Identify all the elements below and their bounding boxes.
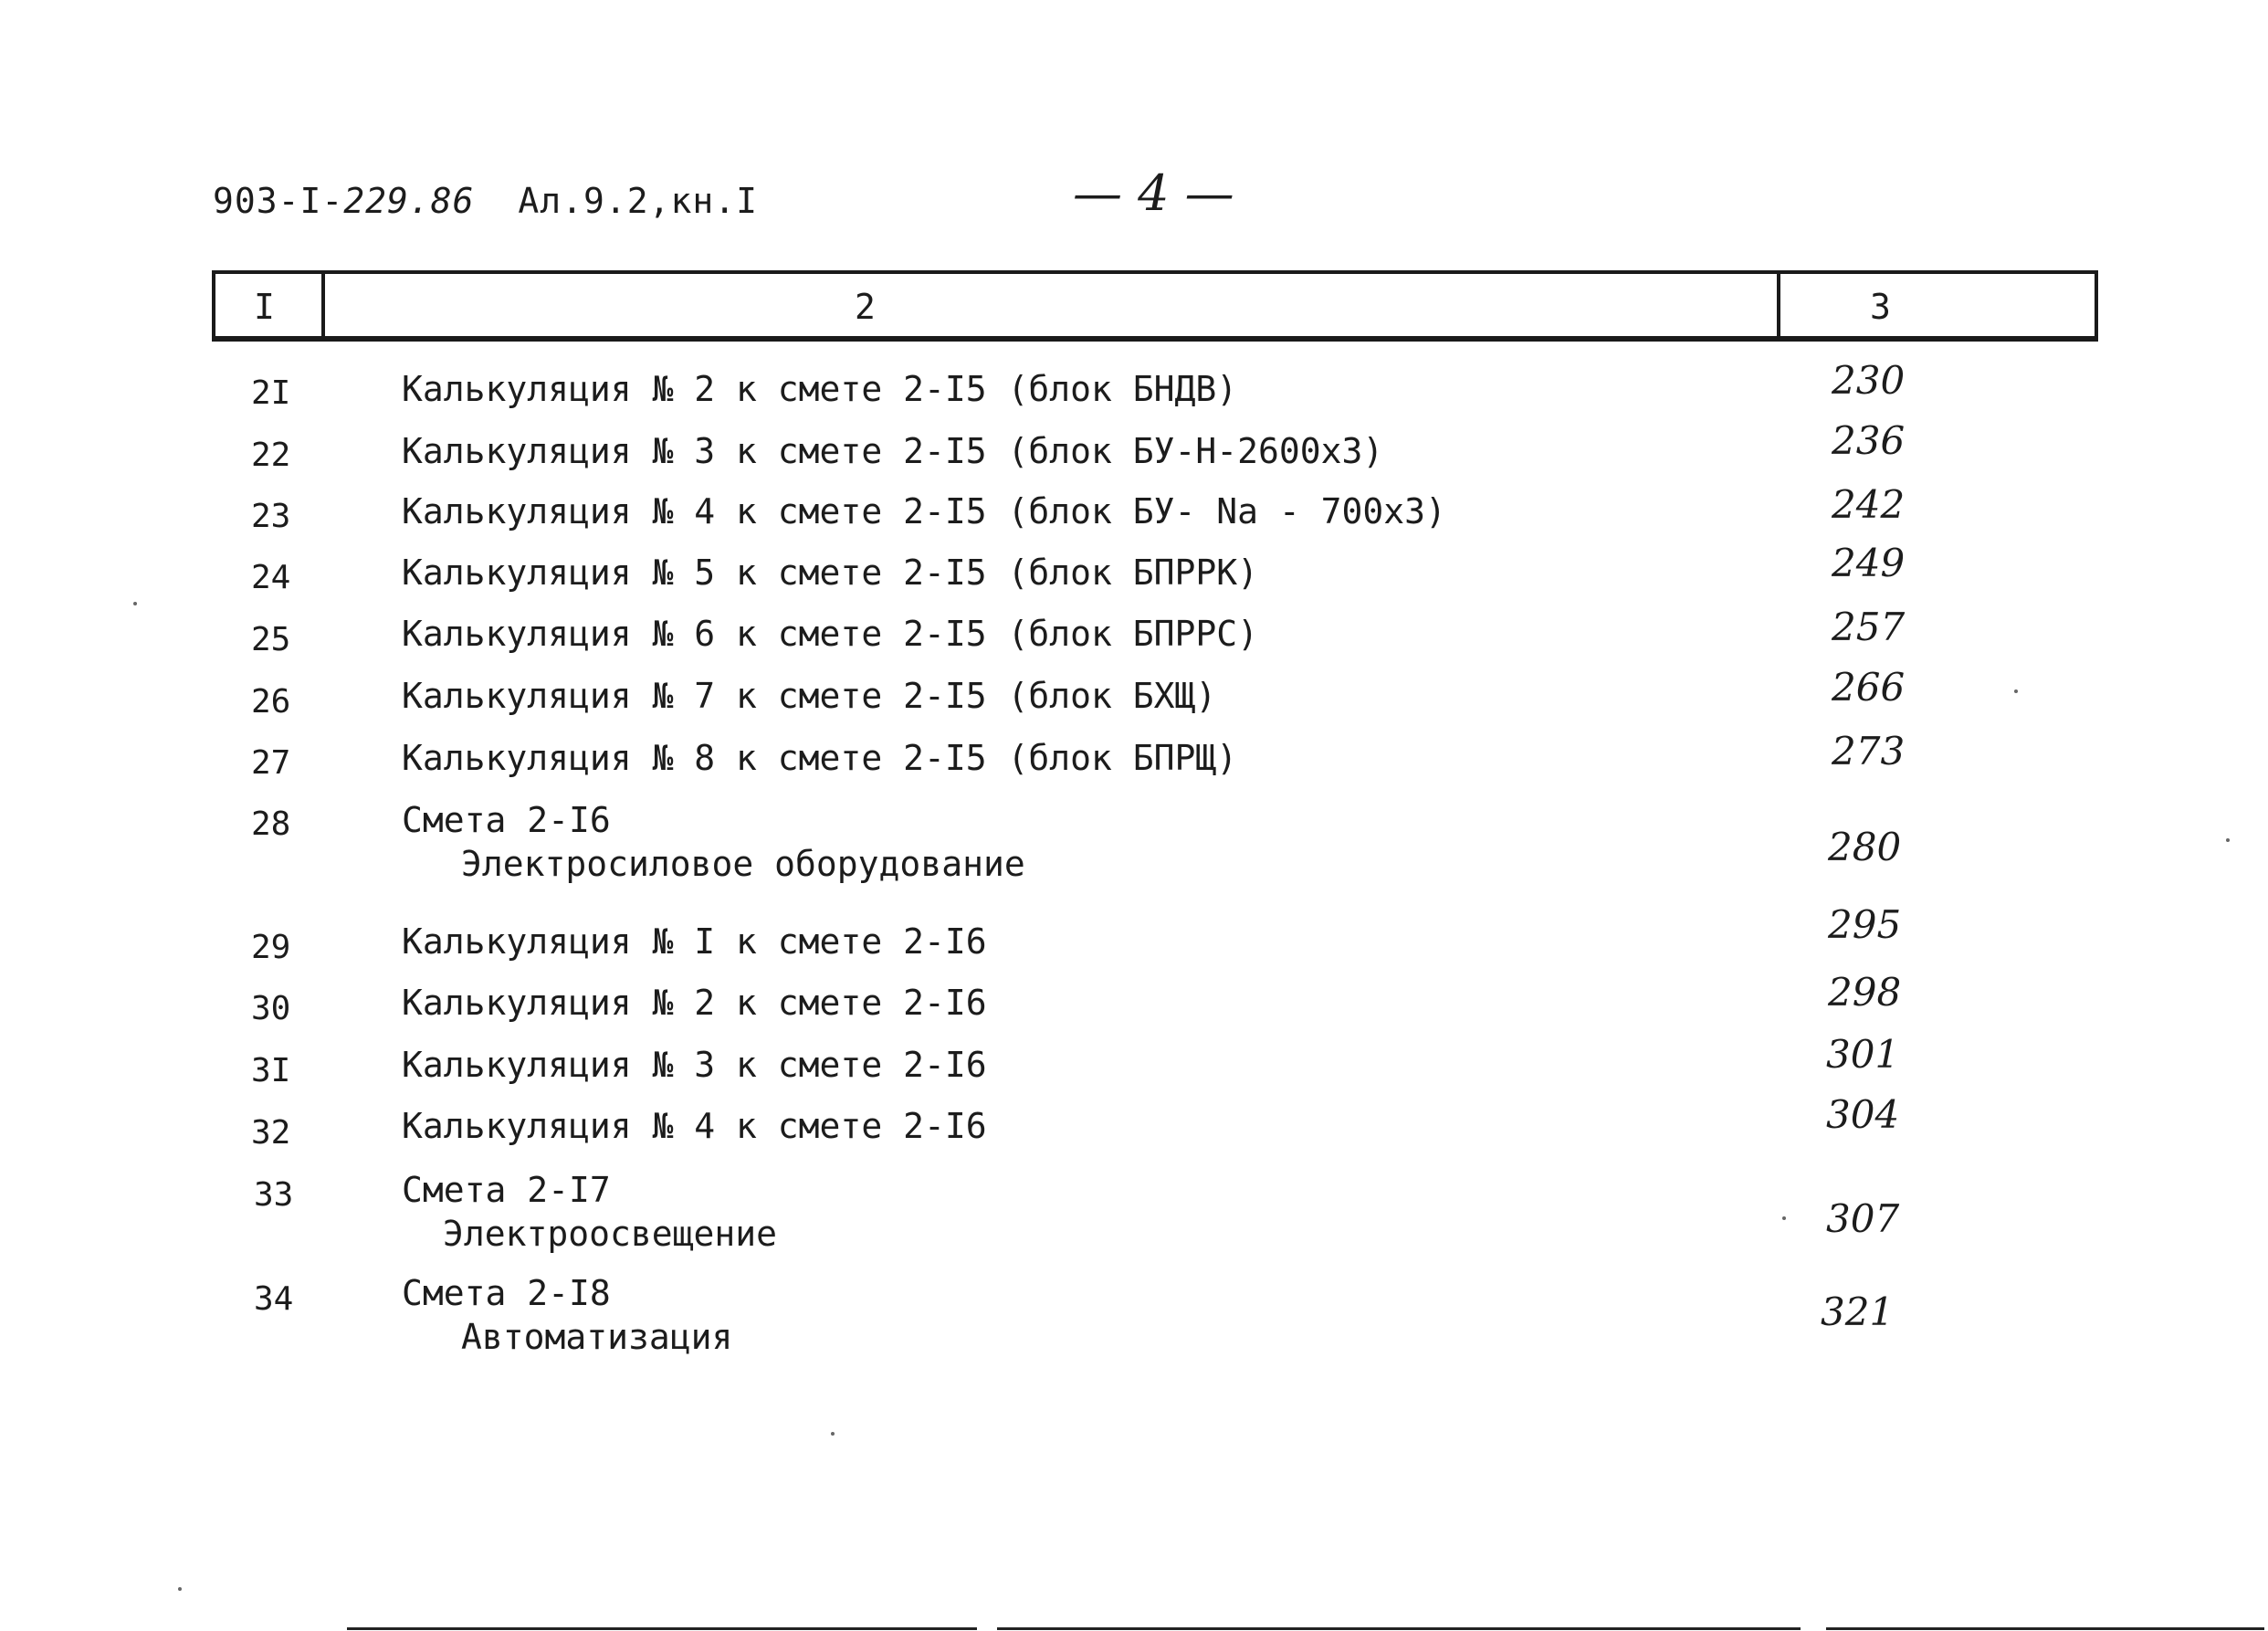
row-title: Калькуляция № 2 к смете 2-I6 [402, 983, 987, 1023]
row-page: 280 [1828, 825, 1902, 869]
table-header [212, 270, 2098, 342]
column-divider [1777, 274, 1780, 336]
row-title: Смета 2-I8 [402, 1273, 611, 1313]
scan-edge-line [997, 1627, 1801, 1630]
row-title: Калькуляция № 3 к смете 2-I5 (блок БУ-Н-2600х3) [402, 431, 1384, 471]
scan-speck [1782, 1216, 1786, 1220]
row-number: 33 [254, 1176, 294, 1214]
row-title: Смета 2-I7 [402, 1170, 611, 1210]
row-page: 301 [1826, 1032, 1900, 1077]
scan-speck [2014, 689, 2018, 693]
row-number: 27 [251, 744, 291, 782]
album-reference: Ал.9.2,кн.I [518, 181, 758, 221]
row-page: 257 [1832, 605, 1906, 649]
row-title: Калькуляция № 7 к смете 2-I5 (блок БХЩ) [402, 676, 1217, 716]
row-title: Калькуляция № 6 к смете 2-I5 (блок БПРРС) [402, 614, 1258, 654]
row-subtitle: Электросиловое оборудование [461, 844, 1025, 884]
row-page: 242 [1832, 482, 1906, 527]
row-title: Калькуляция № 4 к смете 2-I5 (блок БУ- Na - 700х3) [402, 491, 1446, 531]
row-page: 273 [1832, 729, 1906, 773]
column-divider [321, 274, 325, 336]
scan-speck [178, 1587, 182, 1591]
page-number: — 4 — [1073, 164, 1234, 222]
row-number: 34 [254, 1280, 294, 1318]
row-number: 32 [251, 1114, 291, 1152]
row-subtitle: Электроосвещение [443, 1214, 778, 1254]
row-number: 23 [251, 498, 291, 535]
row-page: 249 [1832, 541, 1906, 585]
row-number: 28 [251, 805, 291, 843]
row-number: 22 [251, 437, 291, 474]
row-number: 25 [251, 621, 291, 658]
row-page: 307 [1826, 1196, 1900, 1241]
scan-speck [133, 602, 137, 605]
row-number: 29 [251, 929, 291, 966]
document-code-prefix: 903-I- [213, 181, 344, 221]
row-title: Калькуляция № I к смете 2-I6 [402, 921, 987, 962]
scan-edge-line [1826, 1627, 2264, 1630]
row-page: 321 [1821, 1289, 1895, 1334]
row-title: Калькуляция № 2 к смете 2-I5 (блок БНДВ) [402, 369, 1238, 409]
document-code-number: 229.86 [343, 181, 475, 221]
row-title: Калькуляция № 4 к смете 2-I6 [402, 1106, 987, 1146]
row-title: Смета 2-I6 [402, 800, 611, 840]
row-title: Калькуляция № 8 к смете 2-I5 (блок БПРЩ) [402, 738, 1238, 778]
row-number: 3I [251, 1052, 291, 1089]
column-header-number: I [254, 287, 275, 327]
column-header-page: 3 [1870, 287, 1891, 327]
row-title: Калькуляция № 3 к смете 2-I6 [402, 1045, 987, 1085]
scan-speck [2226, 838, 2230, 842]
row-number: 30 [251, 990, 291, 1027]
row-page: 304 [1826, 1092, 1900, 1137]
row-subtitle: Автоматизация [461, 1317, 733, 1357]
row-number: 24 [251, 559, 291, 596]
row-title: Калькуляция № 5 к смете 2-I5 (блок БПРРК) [402, 552, 1258, 593]
row-page: 295 [1828, 902, 1902, 947]
scan-speck [831, 1432, 835, 1436]
row-page: 298 [1828, 970, 1902, 1015]
row-page: 236 [1832, 418, 1906, 463]
document-code [213, 181, 758, 221]
row-number: 26 [251, 683, 291, 721]
row-number: 2I [251, 374, 291, 412]
row-page: 266 [1832, 665, 1906, 710]
scan-edge-line [347, 1627, 977, 1630]
row-page: 230 [1832, 358, 1906, 403]
column-header-title: 2 [855, 287, 876, 327]
